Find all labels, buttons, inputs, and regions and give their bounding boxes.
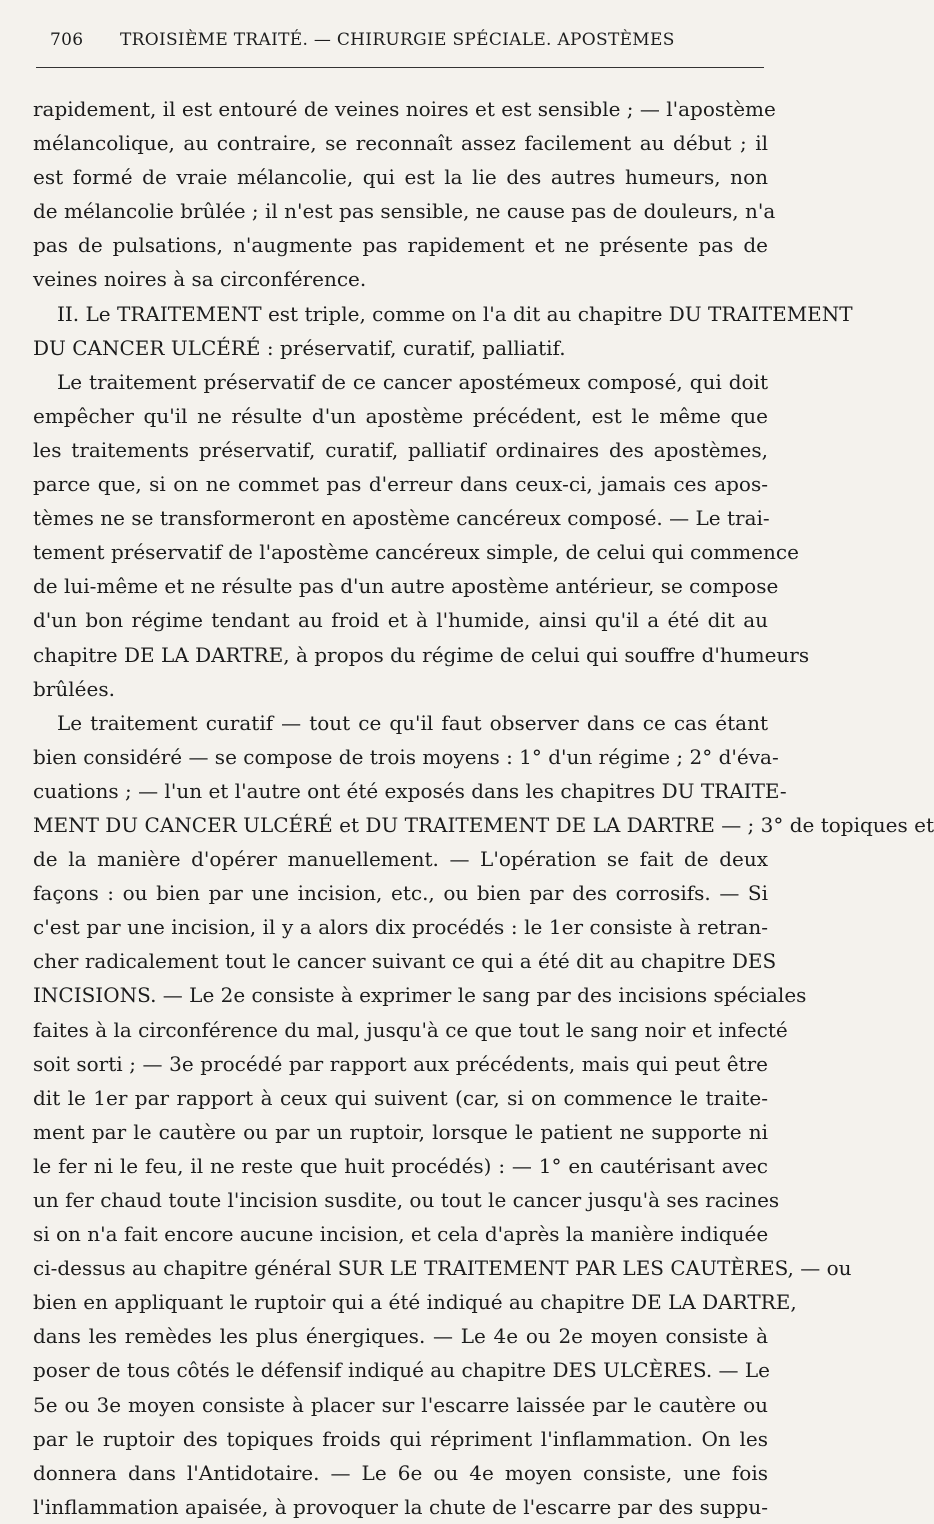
text-line: les traitements préservatif, curatif, palliatif ordinaires des apostèmes, bbox=[33, 437, 768, 462]
text-line: brûlées. bbox=[33, 676, 115, 701]
text-line: donnera dans l'Antidotaire. — Le 6e ou 4e moyen consiste, une fois bbox=[33, 1460, 768, 1485]
text-line: dans les remèdes les plus énergiques. — Le 4e ou 2e moyen consiste à bbox=[33, 1324, 768, 1349]
body-text bbox=[33, 92, 934, 1524]
text-line: veines noires à sa circonférence. bbox=[33, 267, 367, 292]
text-line: un fer chaud toute l'incision susdite, ou tout le cancer jusqu'à ses racines bbox=[33, 1188, 780, 1212]
text-line: MENT DU CANCER ULCÉRÉ et DU TRAITEMENT DE LA DARTRE — ; 3° de topiques et bbox=[33, 812, 934, 837]
text-line: c'est par une incision, il y a alors dix procédés : le 1er consiste à retran- bbox=[33, 915, 768, 940]
text-line: 5e ou 3e moyen consiste à placer sur l'escarre laissée par le cautère ou bbox=[33, 1392, 768, 1417]
text-line: soit sorti ; — 3e procédé par rapport aux précédents, mais qui peut être bbox=[33, 1051, 768, 1076]
text-line: de lui-même et ne résulte pas d'un autre apostème antérieur, se compose bbox=[33, 574, 779, 599]
text-line: Le traitement préservatif de ce cancer apostémeux composé, qui doit bbox=[57, 369, 768, 394]
page-number: 706 bbox=[50, 30, 84, 50]
text-line: façons : ou bien par une incision, etc., ou bien par des corrosifs. — Si bbox=[33, 881, 768, 906]
running-title: TROISIÈME TRAITÉ. — CHIRURGIE SPÉCIALE. APOSTÈMES bbox=[120, 30, 675, 50]
text-line: parce que, si on ne commet pas d'erreur dans ceux-ci, jamais ces apos- bbox=[33, 472, 768, 497]
text-line: dit le 1er par rapport à ceux qui suivent (car, si on commence le traite- bbox=[33, 1085, 768, 1110]
text-line: l'inflammation apaisée, à provoquer la chute de l'escarre par des suppu- bbox=[33, 1494, 768, 1519]
text-line: par le ruptoir des topiques froids qui répriment l'inflammation. On les bbox=[33, 1426, 768, 1451]
text-line: Le traitement curatif — tout ce qu'il faut observer dans ce cas étant bbox=[57, 710, 768, 735]
text-line: ci-dessus au chapitre général SUR LE TRAITEMENT PAR LES CAUTÈRES, — ou bbox=[33, 1256, 852, 1281]
text-line: bien considéré — se compose de trois moyens : 1° d'un régime ; 2° d'éva- bbox=[33, 744, 779, 769]
text-line: tement préservatif de l'apostème cancéreux simple, de celui qui commence bbox=[33, 540, 799, 565]
running-header bbox=[50, 30, 762, 50]
text-line: empêcher qu'il ne résulte d'un apostème précédent, est le même que bbox=[33, 403, 768, 428]
text-line: INCISIONS. — Le 2e consiste à exprimer le sang par des incisions spéciales bbox=[33, 983, 807, 1008]
text-line: DU CANCER ULCÉRÉ : préservatif, curatif, palliatif. bbox=[33, 335, 566, 360]
text-line: poser de tous côtés le défensif indiqué au chapitre DES ULCÈRES. — Le bbox=[33, 1358, 771, 1383]
text-line: de la manière d'opérer manuellement. — L'opération se fait de deux bbox=[33, 847, 768, 872]
text-line: rapidement, il est entouré de veines noires et est sensible ; — l'apostème bbox=[33, 97, 776, 121]
text-line: cher radicalement tout le cancer suivant ce qui a été dit au chapitre DES bbox=[33, 949, 777, 974]
text-line: cuations ; — l'un et l'autre ont été exposés dans les chapitres DU TRAITE- bbox=[33, 778, 787, 803]
text-line: ment par le cautère ou par un ruptoir, lorsque le patient ne supporte ni bbox=[33, 1119, 768, 1144]
text-line: bien en appliquant le ruptoir qui a été indiqué au chapitre DE LA DARTRE, bbox=[33, 1290, 797, 1315]
text-line: si on n'a fait encore aucune incision, et cela d'après la manière indiquée bbox=[33, 1222, 769, 1247]
text-line: d'un bon régime tendant au froid et à l'humide, ainsi qu'il a été dit au bbox=[33, 608, 768, 633]
text-line: le fer ni le feu, il ne reste que huit procédés) : — 1° en cautérisant avec bbox=[33, 1153, 768, 1178]
text-line: tèmes ne se transformeront en apostème cancéreux composé. — Le trai- bbox=[33, 506, 770, 531]
text-line: pas de pulsations, n'augmente pas rapidement et ne présente pas de bbox=[33, 233, 768, 258]
text-line: est formé de vraie mélancolie, qui est la lie des autres humeurs, non bbox=[33, 165, 768, 190]
text-line: mélancolique, au contraire, se reconnaît assez facilement au début ; il bbox=[33, 131, 768, 156]
text-line: II. Le TRAITEMENT est triple, comme on l'a dit au chapitre DU TRAITEMENT bbox=[57, 301, 853, 326]
header-rule bbox=[36, 67, 764, 68]
text-line: de mélancolie brûlée ; il n'est pas sensible, ne cause pas de douleurs, n'a bbox=[33, 199, 776, 224]
text-line: chapitre DE LA DARTRE, à propos du régime de celui qui souffre d'humeurs bbox=[33, 642, 810, 667]
text-line: faites à la circonférence du mal, jusqu'à ce que tout le sang noir et infecté bbox=[33, 1017, 788, 1042]
